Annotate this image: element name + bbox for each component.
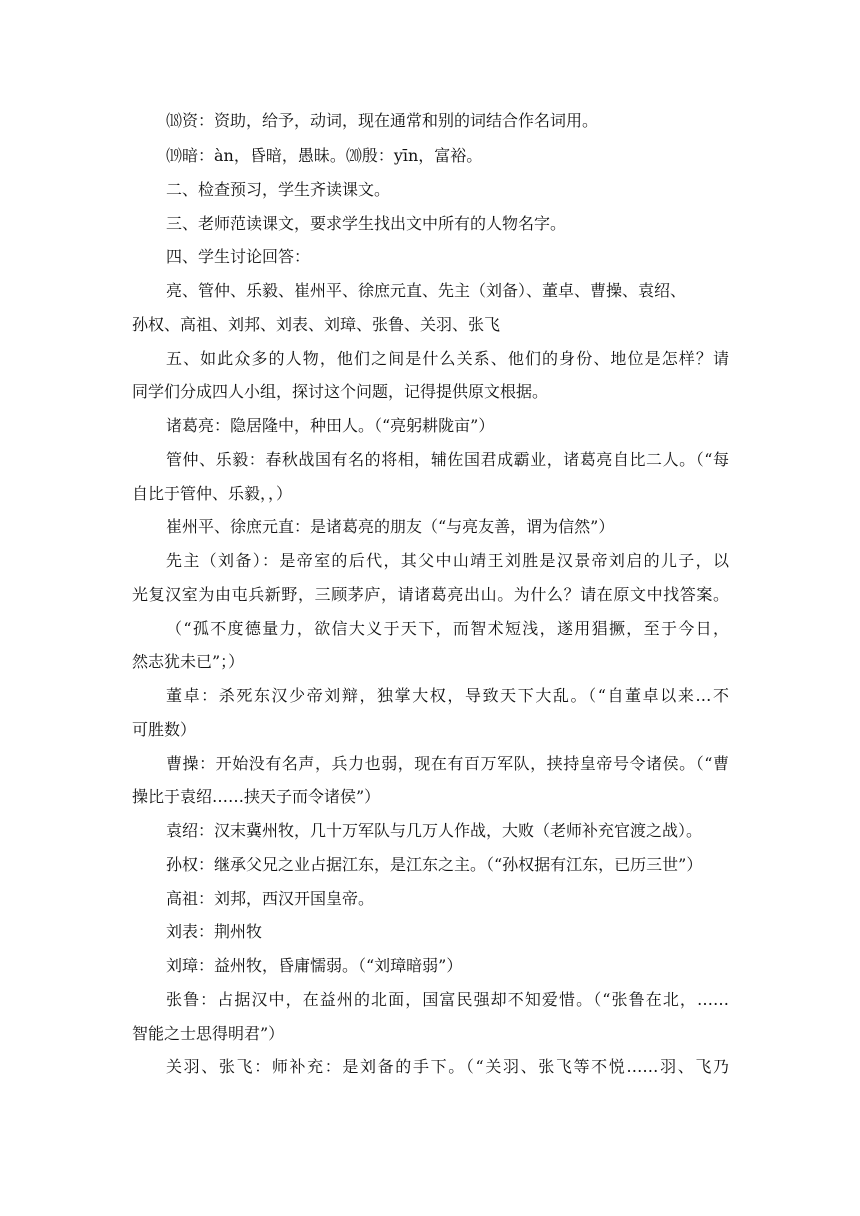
names-line-2: 孙权、高祖、刘邦、刘表、刘璋、张鲁、关羽、张飞 xyxy=(132,315,501,334)
gaozu: 高祖：刘邦，西汉开国皇帝。 xyxy=(166,889,375,908)
cui-xu: 崔州平、徐庶元直：是诸葛亮的朋友（“与亮友善，谓为信然”） xyxy=(166,517,615,536)
step-three: 三、老师范读课文，要求学生找出文中所有的人物名字。 xyxy=(166,214,567,233)
step-five-line-2: 同学们分成四人小组，探讨这个问题，记得提供原文根据。 xyxy=(132,382,549,401)
liuzhang: 刘璋：益州牧，昏庸懦弱。（“刘璋暗弱”） xyxy=(166,956,463,975)
guanyu-zhangfei: 关羽、张飞：师补充：是刘备的手下。（“关羽、张飞等不悦……羽、飞乃 xyxy=(166,1057,729,1076)
liubei-quote-line-1: （“孤不度德量力，欲信大义于天下，而智术短浅，遂用猖撅，至于今日， xyxy=(166,619,729,638)
zhanglu-line-2: 智能之士思得明君”） xyxy=(132,1024,285,1043)
guanzhong-yueyi-line-1: 管仲、乐毅：春秋战国有名的将相，辅佐国君成霸业，诸葛亮自比二人。（“每 xyxy=(166,450,729,469)
zhuge-liang: 诸葛亮：隐居隆中，种田人。（“亮躬耕陇亩”） xyxy=(166,416,495,435)
liubei-quote-line-2: 然志犹未已”；） xyxy=(132,652,245,671)
names-line-1: 亮、管仲、乐毅、崔州平、徐庶元直、先主（刘备）、董卓、曹操、袁绍、 xyxy=(166,281,687,300)
sunquan: 孙权：继承父兄之业占据江东，是江东之主。（“孙权据有江东，已历三世”） xyxy=(166,855,703,874)
liubiao: 刘表：荆州牧 xyxy=(166,922,263,941)
dongzhuo-line-1: 董卓：杀死东汉少帝刘辩，独掌大权，导致天下大乱。（“自董卓以来…不 xyxy=(166,686,729,705)
guanzhong-yueyi-line-2: 自比于管仲、乐毅，，） xyxy=(132,484,293,503)
step-four: 四、学生讨论回答： xyxy=(166,247,311,266)
caocao-line-1: 曹操：开始没有名声，兵力也弱，现在有百万军队，挟持皇帝号令诸侯。（“曹 xyxy=(166,754,729,773)
liubei-line-1: 先主（刘备）：是帝室的后代，其父中山靖王刘胜是汉景帝刘启的儿子，以 xyxy=(166,551,729,570)
note-18: ⒅资：资助，给予，动词，现在通常和别的词结合作名词用。 xyxy=(166,111,599,130)
dongzhuo-line-2: 可胜数） xyxy=(132,720,197,739)
zhanglu-line-1: 张鲁：占据汉中，在益州的北面，国富民强却不知爱惜。（“张鲁在北，…… xyxy=(166,990,729,1009)
liubei-line-2: 光复汉室为由屯兵新野，三顾茅庐，请诸葛亮出山。为什么？请在原文中找答案。 xyxy=(132,585,729,604)
step-five-line-1: 五、如此众多的人物，他们之间是什么关系、他们的身份、地位是怎样？请 xyxy=(166,349,729,368)
note-19-20: ⒆暗：àn，昏暗，愚昧。⒇殷：yīn，富裕。 xyxy=(166,146,483,165)
step-two: 二、检查预习，学生齐读课文。 xyxy=(166,180,391,199)
caocao-line-2: 操比于袁绍……挟天子而令诸侯”） xyxy=(132,787,381,806)
yuanshao: 袁绍：汉末冀州牧，几十万军队与几万人作战，大败（老师补充官渡之战）。 xyxy=(166,821,703,840)
